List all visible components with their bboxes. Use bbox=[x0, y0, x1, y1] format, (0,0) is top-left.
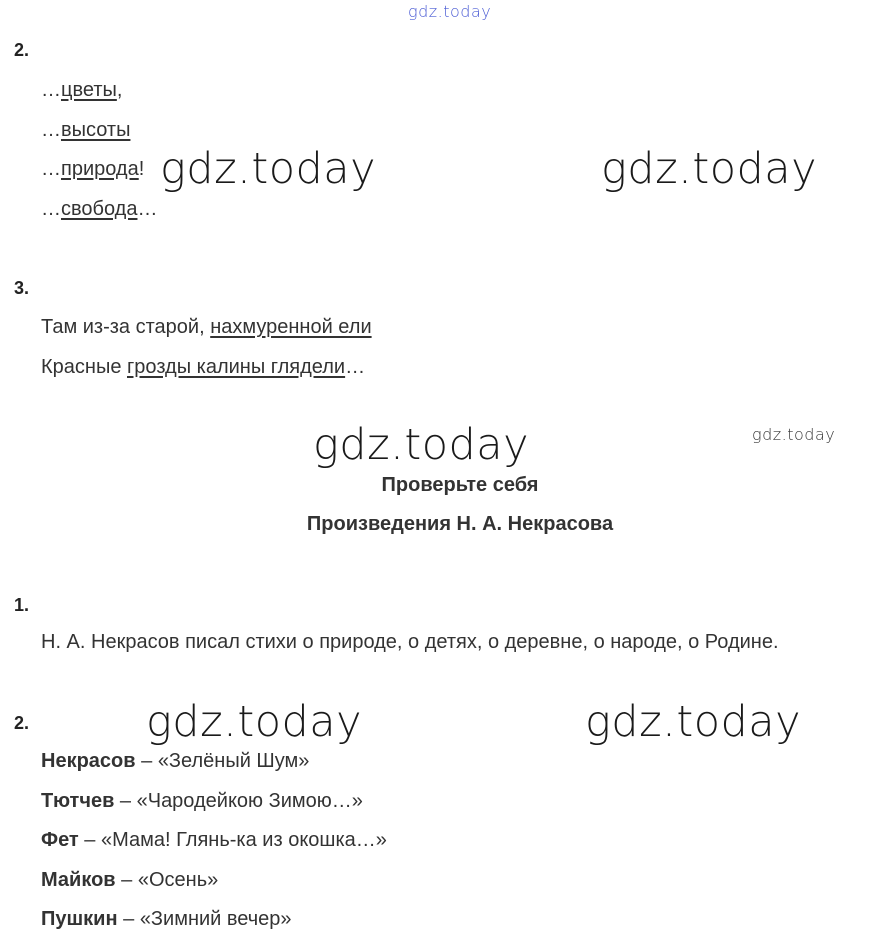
work-title: «Зелёный Шум» bbox=[157, 750, 310, 772]
ellipsis: … bbox=[345, 356, 366, 378]
author-name: Майков bbox=[41, 869, 116, 891]
watermark-small: gdz.today bbox=[752, 425, 836, 444]
work-title: «Мама! Глянь-ка из окошка…» bbox=[100, 829, 387, 851]
check-subtitle: Произведения Н. А. Некрасова bbox=[306, 513, 614, 535]
ellipsis: … bbox=[41, 119, 61, 141]
watermark-top: gdz.today bbox=[408, 2, 492, 21]
work-title: «Зимний вечер» bbox=[139, 908, 292, 930]
watermark: gdz.today bbox=[160, 144, 377, 194]
list-item bbox=[41, 750, 309, 773]
author-name: Тютчев bbox=[41, 790, 115, 812]
task-number: 2. bbox=[14, 713, 30, 733]
list-item bbox=[41, 79, 122, 102]
list-item bbox=[41, 119, 130, 142]
watermark: gdz.today bbox=[313, 420, 530, 470]
dash: – bbox=[78, 829, 101, 851]
underlined-phrase: нахмуренной ели bbox=[210, 316, 372, 338]
task-number: 2. bbox=[14, 40, 30, 60]
plain-text: Там из-за старой, bbox=[41, 316, 211, 338]
list-item bbox=[41, 198, 157, 221]
work-title: «Осень» bbox=[137, 869, 219, 891]
dash: – bbox=[117, 908, 140, 930]
watermark: gdz.today bbox=[585, 697, 802, 747]
task-number: 1. bbox=[14, 595, 30, 615]
punctuation: ! bbox=[138, 158, 145, 180]
author-name: Фет bbox=[41, 829, 79, 851]
dash: – bbox=[135, 750, 158, 772]
punctuation: … bbox=[137, 198, 158, 220]
list-item bbox=[41, 158, 144, 181]
list-item bbox=[41, 829, 387, 852]
dash: – bbox=[114, 790, 137, 812]
poem-line bbox=[41, 356, 365, 379]
poem-line bbox=[41, 316, 372, 339]
underlined-word: природа bbox=[61, 158, 139, 180]
author-name: Пушкин bbox=[41, 908, 118, 930]
task-number: 3. bbox=[14, 278, 30, 298]
list-item bbox=[41, 790, 363, 813]
plain-text: Красные bbox=[41, 356, 127, 378]
underlined-word: цветы bbox=[61, 79, 117, 101]
ellipsis: … bbox=[41, 79, 61, 101]
underlined-word: высоты bbox=[61, 119, 131, 141]
author-name: Некрасов bbox=[41, 750, 136, 772]
underlined-word: свобода bbox=[61, 198, 138, 220]
work-title: «Чародейкою Зимою…» bbox=[136, 790, 363, 812]
list-item bbox=[41, 869, 218, 892]
dash: – bbox=[115, 869, 138, 891]
ellipsis: … bbox=[41, 158, 61, 180]
list-item bbox=[41, 908, 292, 931]
punctuation: , bbox=[116, 79, 123, 101]
answer-text: Н. А. Некрасов писал стихи о природе, о детях, о деревне, о народе, о Родине. bbox=[41, 631, 779, 653]
underlined-phrase: грозды калины глядели bbox=[127, 356, 346, 378]
watermark: gdz.today bbox=[146, 697, 363, 747]
check-title: Проверьте себя bbox=[381, 474, 539, 496]
watermark: gdz.today bbox=[601, 144, 818, 194]
ellipsis: … bbox=[41, 198, 61, 220]
